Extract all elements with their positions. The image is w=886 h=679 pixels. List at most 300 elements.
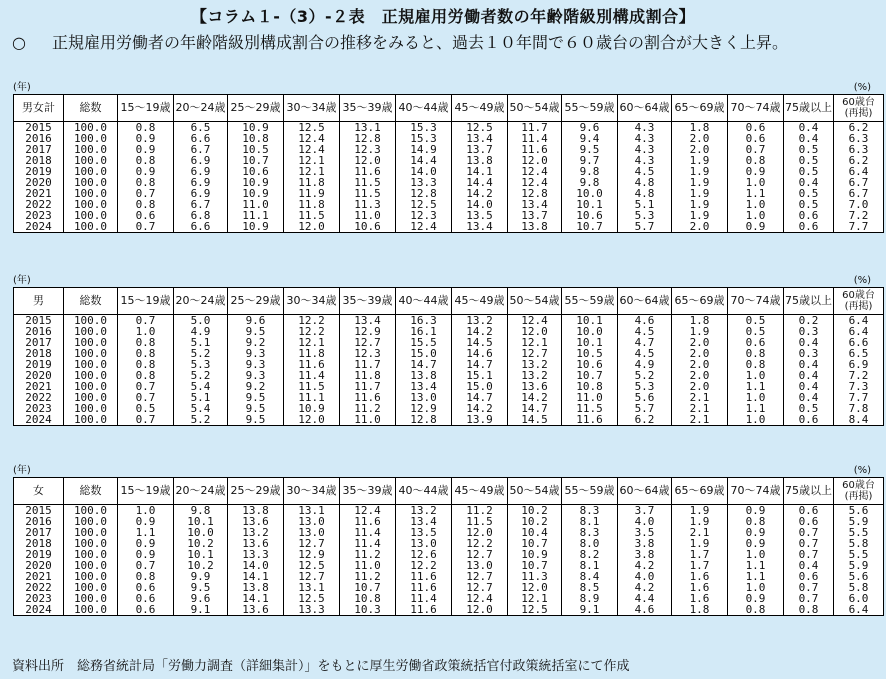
value-cell: 12.2 <box>284 326 340 337</box>
value-cell: 4.3 <box>618 155 672 166</box>
value-cell: 5.2 <box>174 348 228 359</box>
value-cell: 1.1 <box>728 381 784 392</box>
column-header: 35～39歳 <box>340 288 396 315</box>
value-cell: 11.5 <box>284 210 340 221</box>
value-cell: 6.7 <box>174 199 228 210</box>
value-cell: 14.1 <box>228 593 284 604</box>
value-cell: 10.9 <box>284 403 340 414</box>
column-header-60s-line1: 60歳台 <box>842 97 875 108</box>
value-cell: 0.7 <box>118 315 174 327</box>
value-cell: 0.8 <box>728 359 784 370</box>
year-cell: 2020 <box>14 370 64 381</box>
value-cell: 14.7 <box>508 403 562 414</box>
column-header: 45～49歳 <box>452 95 508 122</box>
value-cell: 100.0 <box>64 221 118 233</box>
value-cell: 11.0 <box>340 414 396 426</box>
value-cell: 11.6 <box>396 582 452 593</box>
value-cell: 100.0 <box>64 337 118 348</box>
value-cell: 9.3 <box>228 370 284 381</box>
column-header: 15～19歳 <box>118 478 174 505</box>
value-cell: 10.0 <box>562 188 618 199</box>
value-cell: 9.3 <box>228 348 284 359</box>
value-cell: 15.1 <box>452 370 508 381</box>
value-cell: 1.0 <box>118 505 174 517</box>
value-cell: 12.8 <box>508 188 562 199</box>
column-header: 40～44歳 <box>396 95 452 122</box>
value-cell: 10.4 <box>508 527 562 538</box>
column-header: 65～69歳 <box>672 288 728 315</box>
value-cell: 4.9 <box>174 326 228 337</box>
value-cell: 0.7 <box>784 538 834 549</box>
value-cell: 12.9 <box>284 549 340 560</box>
value-cell: 10.7 <box>228 155 284 166</box>
year-cell: 2019 <box>14 166 64 177</box>
value-cell: 7.8 <box>834 403 884 414</box>
value-cell: 10.9 <box>228 188 284 199</box>
value-cell: 0.9 <box>118 133 174 144</box>
value-cell: 12.1 <box>508 593 562 604</box>
column-header: 55～59歳 <box>562 288 618 315</box>
column-header: 75歳以上 <box>784 478 834 505</box>
unit-row <box>13 275 873 287</box>
column-header: 45～49歳 <box>452 478 508 505</box>
header-row <box>14 95 884 122</box>
value-cell: 11.8 <box>284 199 340 210</box>
column-header: 総数 <box>64 478 118 505</box>
table-row <box>14 199 884 210</box>
table-row <box>14 221 884 233</box>
year-cell: 2019 <box>14 549 64 560</box>
column-header: 50～54歳 <box>508 478 562 505</box>
value-cell: 0.7 <box>118 221 174 233</box>
value-cell: 100.0 <box>64 177 118 188</box>
value-cell: 5.3 <box>174 359 228 370</box>
column-header: 総数 <box>64 95 118 122</box>
value-cell: 13.2 <box>396 505 452 517</box>
value-cell: 1.9 <box>672 326 728 337</box>
value-cell: 11.6 <box>396 571 452 582</box>
value-cell: 12.4 <box>396 221 452 233</box>
column-header: 25～29歳 <box>228 288 284 315</box>
year-cell: 2019 <box>14 359 64 370</box>
value-cell: 14.1 <box>228 571 284 582</box>
value-cell: 6.5 <box>174 122 228 134</box>
value-cell: 16.3 <box>396 315 452 327</box>
column-header: 55～59歳 <box>562 478 618 505</box>
column-header-60s-line2: (再掲) <box>844 491 873 502</box>
value-cell: 5.4 <box>174 381 228 392</box>
column-header: 75歳以上 <box>784 95 834 122</box>
year-cell: 2017 <box>14 337 64 348</box>
value-cell: 12.0 <box>508 155 562 166</box>
value-cell: 12.8 <box>396 414 452 426</box>
year-cell: 2015 <box>14 122 64 134</box>
value-cell: 0.7 <box>784 527 834 538</box>
value-cell: 12.0 <box>452 604 508 616</box>
value-cell: 12.0 <box>508 582 562 593</box>
value-cell: 2.1 <box>672 414 728 426</box>
value-cell: 14.5 <box>508 414 562 426</box>
value-cell: 10.8 <box>562 381 618 392</box>
value-cell: 10.1 <box>174 516 228 527</box>
value-cell: 6.9 <box>174 188 228 199</box>
year-cell: 2024 <box>14 414 64 426</box>
value-cell: 0.5 <box>784 144 834 155</box>
value-cell: 5.2 <box>174 414 228 426</box>
table-row <box>14 549 884 560</box>
value-cell: 100.0 <box>64 381 118 392</box>
column-header: 60～64歳 <box>618 478 672 505</box>
value-cell: 0.8 <box>118 122 174 134</box>
value-cell: 12.4 <box>508 315 562 327</box>
value-cell: 0.8 <box>728 155 784 166</box>
value-cell: 5.9 <box>834 560 884 571</box>
unit-row <box>13 82 873 94</box>
value-cell: 0.9 <box>728 505 784 517</box>
value-cell: 3.8 <box>618 549 672 560</box>
year-cell: 2020 <box>14 560 64 571</box>
column-header: 25～29歳 <box>228 95 284 122</box>
value-cell: 12.8 <box>396 188 452 199</box>
value-cell: 12.7 <box>452 549 508 560</box>
value-cell: 0.8 <box>118 337 174 348</box>
value-cell: 1.0 <box>728 582 784 593</box>
value-cell: 6.6 <box>174 133 228 144</box>
column-header: 40～44歳 <box>396 288 452 315</box>
value-cell: 0.9 <box>728 527 784 538</box>
value-cell: 100.0 <box>64 133 118 144</box>
value-cell: 0.4 <box>784 133 834 144</box>
value-cell: 12.0 <box>284 221 340 233</box>
value-cell: 100.0 <box>64 348 118 359</box>
value-cell: 11.4 <box>508 133 562 144</box>
value-cell: 4.5 <box>618 166 672 177</box>
value-cell: 10.6 <box>562 210 618 221</box>
value-cell: 4.0 <box>618 571 672 582</box>
value-cell: 0.5 <box>728 326 784 337</box>
value-cell: 10.1 <box>562 199 618 210</box>
value-cell: 9.3 <box>228 359 284 370</box>
value-cell: 13.0 <box>284 516 340 527</box>
value-cell: 4.8 <box>618 188 672 199</box>
value-cell: 1.0 <box>728 210 784 221</box>
value-cell: 13.0 <box>284 527 340 538</box>
value-cell: 7.7 <box>834 392 884 403</box>
year-cell: 2018 <box>14 155 64 166</box>
value-cell: 0.4 <box>784 359 834 370</box>
value-cell: 1.0 <box>728 392 784 403</box>
value-cell: 12.4 <box>508 177 562 188</box>
column-header: 20～24歳 <box>174 95 228 122</box>
value-cell: 10.8 <box>228 133 284 144</box>
column-header: 70～74歳 <box>728 288 784 315</box>
value-cell: 0.7 <box>784 549 834 560</box>
year-cell: 2021 <box>14 188 64 199</box>
value-cell: 14.2 <box>452 188 508 199</box>
value-cell: 7.2 <box>834 370 884 381</box>
value-cell: 13.4 <box>508 199 562 210</box>
value-cell: 6.7 <box>174 144 228 155</box>
value-cell: 14.2 <box>508 392 562 403</box>
value-cell: 0.8 <box>118 199 174 210</box>
column-header: 45～49歳 <box>452 288 508 315</box>
value-cell: 9.1 <box>174 604 228 616</box>
column-header: 65～69歳 <box>672 478 728 505</box>
value-cell: 0.6 <box>118 582 174 593</box>
value-cell: 8.5 <box>562 582 618 593</box>
column-header: 30～34歳 <box>284 288 340 315</box>
data-table <box>13 287 884 426</box>
value-cell: 2.0 <box>672 144 728 155</box>
value-cell: 10.1 <box>562 337 618 348</box>
value-cell: 2.0 <box>672 337 728 348</box>
value-cell: 1.9 <box>672 538 728 549</box>
year-cell: 2024 <box>14 221 64 233</box>
value-cell: 0.5 <box>784 403 834 414</box>
value-cell: 6.8 <box>174 210 228 221</box>
percent-unit-label: (%) <box>853 275 871 286</box>
column-header: 60～64歳 <box>618 288 672 315</box>
year-unit-label: (年) <box>13 275 31 286</box>
year-cell: 2021 <box>14 571 64 582</box>
table-row <box>14 359 884 370</box>
value-cell: 11.7 <box>340 359 396 370</box>
column-header: 65～69歳 <box>672 95 728 122</box>
value-cell: 0.7 <box>118 560 174 571</box>
value-cell: 0.7 <box>728 144 784 155</box>
column-header: 15～19歳 <box>118 95 174 122</box>
value-cell: 10.7 <box>562 221 618 233</box>
value-cell: 0.6 <box>728 122 784 134</box>
column-header: 40～44歳 <box>396 478 452 505</box>
value-cell: 11.3 <box>340 199 396 210</box>
value-cell: 0.9 <box>728 221 784 233</box>
value-cell: 3.7 <box>618 505 672 517</box>
value-cell: 1.9 <box>672 188 728 199</box>
page-title: 【コラム１-（3）-２表 正規雇用労働者数の年齢階級別構成割合】 <box>190 7 696 26</box>
value-cell: 0.5 <box>118 403 174 414</box>
year-cell: 2022 <box>14 199 64 210</box>
value-cell: 12.0 <box>452 527 508 538</box>
value-cell: 4.3 <box>618 133 672 144</box>
value-cell: 100.0 <box>64 166 118 177</box>
table-row <box>14 166 884 177</box>
table-row <box>14 370 884 381</box>
value-cell: 100.0 <box>64 315 118 327</box>
value-cell: 0.4 <box>784 392 834 403</box>
value-cell: 0.7 <box>784 593 834 604</box>
value-cell: 5.6 <box>618 392 672 403</box>
value-cell: 0.3 <box>784 326 834 337</box>
value-cell: 100.0 <box>64 549 118 560</box>
value-cell: 13.8 <box>452 155 508 166</box>
value-cell: 1.1 <box>728 403 784 414</box>
value-cell: 13.1 <box>284 505 340 517</box>
value-cell: 11.6 <box>340 516 396 527</box>
value-cell: 5.5 <box>834 549 884 560</box>
value-cell: 13.7 <box>452 144 508 155</box>
value-cell: 15.3 <box>396 133 452 144</box>
value-cell: 0.6 <box>118 604 174 616</box>
value-cell: 6.3 <box>834 144 884 155</box>
value-cell: 7.0 <box>834 199 884 210</box>
value-cell: 13.3 <box>396 177 452 188</box>
value-cell: 13.9 <box>452 414 508 426</box>
value-cell: 11.0 <box>562 392 618 403</box>
value-cell: 9.5 <box>228 403 284 414</box>
column-header: 25～29歳 <box>228 478 284 505</box>
value-cell: 100.0 <box>64 359 118 370</box>
value-cell: 100.0 <box>64 571 118 582</box>
value-cell: 9.5 <box>562 144 618 155</box>
value-cell: 0.7 <box>118 392 174 403</box>
value-cell: 8.3 <box>562 527 618 538</box>
value-cell: 14.1 <box>452 166 508 177</box>
value-cell: 0.4 <box>784 370 834 381</box>
value-cell: 9.6 <box>562 122 618 134</box>
table-row <box>14 122 884 134</box>
value-cell: 9.5 <box>228 414 284 426</box>
value-cell: 2.1 <box>672 527 728 538</box>
value-cell: 1.0 <box>728 177 784 188</box>
year-cell: 2015 <box>14 315 64 327</box>
value-cell: 0.6 <box>784 516 834 527</box>
value-cell: 11.0 <box>228 199 284 210</box>
value-cell: 6.4 <box>834 326 884 337</box>
value-cell: 12.5 <box>396 199 452 210</box>
value-cell: 13.6 <box>508 381 562 392</box>
value-cell: 13.6 <box>228 538 284 549</box>
value-cell: 10.9 <box>508 549 562 560</box>
table-row <box>14 155 884 166</box>
value-cell: 100.0 <box>64 516 118 527</box>
value-cell: 0.6 <box>784 505 834 517</box>
value-cell: 13.8 <box>396 370 452 381</box>
value-cell: 9.7 <box>562 155 618 166</box>
value-cell: 11.8 <box>284 177 340 188</box>
column-header: 75歳以上 <box>784 288 834 315</box>
value-cell: 5.4 <box>174 403 228 414</box>
value-cell: 0.9 <box>118 144 174 155</box>
value-cell: 4.5 <box>618 326 672 337</box>
value-cell: 12.1 <box>284 166 340 177</box>
value-cell: 6.4 <box>834 166 884 177</box>
value-cell: 12.7 <box>284 538 340 549</box>
value-cell: 14.6 <box>452 348 508 359</box>
value-cell: 1.9 <box>672 166 728 177</box>
value-cell: 10.3 <box>340 604 396 616</box>
table-row <box>14 315 884 327</box>
table-section-total <box>13 82 873 233</box>
value-cell: 8.4 <box>834 414 884 426</box>
column-header-60s-line1: 60歳台 <box>842 480 875 491</box>
value-cell: 10.5 <box>562 348 618 359</box>
value-cell: 1.6 <box>672 571 728 582</box>
table-section-male <box>13 275 873 426</box>
percent-unit-label: (%) <box>853 82 871 93</box>
value-cell: 12.7 <box>452 582 508 593</box>
value-cell: 9.9 <box>174 571 228 582</box>
value-cell: 12.3 <box>340 348 396 359</box>
value-cell: 13.4 <box>396 516 452 527</box>
value-cell: 11.6 <box>340 392 396 403</box>
table-row <box>14 560 884 571</box>
value-cell: 13.0 <box>452 560 508 571</box>
value-cell: 0.4 <box>784 560 834 571</box>
value-cell: 100.0 <box>64 538 118 549</box>
value-cell: 1.7 <box>672 549 728 560</box>
column-header: 20～24歳 <box>174 288 228 315</box>
value-cell: 10.7 <box>508 560 562 571</box>
value-cell: 9.8 <box>174 505 228 517</box>
value-cell: 13.6 <box>228 516 284 527</box>
value-cell: 3.8 <box>618 538 672 549</box>
value-cell: 13.1 <box>340 122 396 134</box>
subtitle-text: 正規雇用労働者の年齢階級別構成割合の推移をみると、過去１０年間で６０歳台の割合が大きく上昇。 <box>52 33 789 52</box>
value-cell: 0.7 <box>784 582 834 593</box>
year-cell: 2020 <box>14 177 64 188</box>
data-table <box>13 477 884 616</box>
value-cell: 11.0 <box>340 560 396 571</box>
value-cell: 0.8 <box>118 348 174 359</box>
year-unit-label: (年) <box>13 82 31 93</box>
value-cell: 12.9 <box>340 326 396 337</box>
year-cell: 2024 <box>14 604 64 616</box>
value-cell: 5.2 <box>174 370 228 381</box>
value-cell: 8.1 <box>562 560 618 571</box>
value-cell: 13.4 <box>340 315 396 327</box>
value-cell: 100.0 <box>64 210 118 221</box>
value-cell: 9.8 <box>562 166 618 177</box>
value-cell: 4.6 <box>618 604 672 616</box>
value-cell: 12.4 <box>340 505 396 517</box>
value-cell: 12.7 <box>452 571 508 582</box>
value-cell: 0.5 <box>784 166 834 177</box>
value-cell: 5.1 <box>174 337 228 348</box>
value-cell: 12.4 <box>284 144 340 155</box>
value-cell: 100.0 <box>64 593 118 604</box>
value-cell: 100.0 <box>64 155 118 166</box>
value-cell: 1.9 <box>672 199 728 210</box>
value-cell: 13.1 <box>284 582 340 593</box>
column-header: 30～34歳 <box>284 95 340 122</box>
value-cell: 1.9 <box>672 516 728 527</box>
value-cell: 14.4 <box>452 177 508 188</box>
year-cell: 2016 <box>14 133 64 144</box>
value-cell: 12.0 <box>284 414 340 426</box>
value-cell: 13.7 <box>508 210 562 221</box>
value-cell: 5.8 <box>834 582 884 593</box>
value-cell: 13.4 <box>452 221 508 233</box>
value-cell: 0.6 <box>728 133 784 144</box>
value-cell: 0.7 <box>118 414 174 426</box>
value-cell: 12.5 <box>284 560 340 571</box>
value-cell: 6.6 <box>834 337 884 348</box>
value-cell: 11.5 <box>284 381 340 392</box>
value-cell: 0.8 <box>118 571 174 582</box>
value-cell: 2.0 <box>672 359 728 370</box>
value-cell: 9.5 <box>228 392 284 403</box>
group-label: 男女計 <box>14 95 64 122</box>
value-cell: 2.0 <box>672 221 728 233</box>
value-cell: 13.2 <box>228 527 284 538</box>
value-cell: 12.7 <box>284 571 340 582</box>
value-cell: 1.8 <box>672 604 728 616</box>
table-row <box>14 582 884 593</box>
value-cell: 0.6 <box>784 414 834 426</box>
value-cell: 2.1 <box>672 392 728 403</box>
group-label: 男 <box>14 288 64 315</box>
